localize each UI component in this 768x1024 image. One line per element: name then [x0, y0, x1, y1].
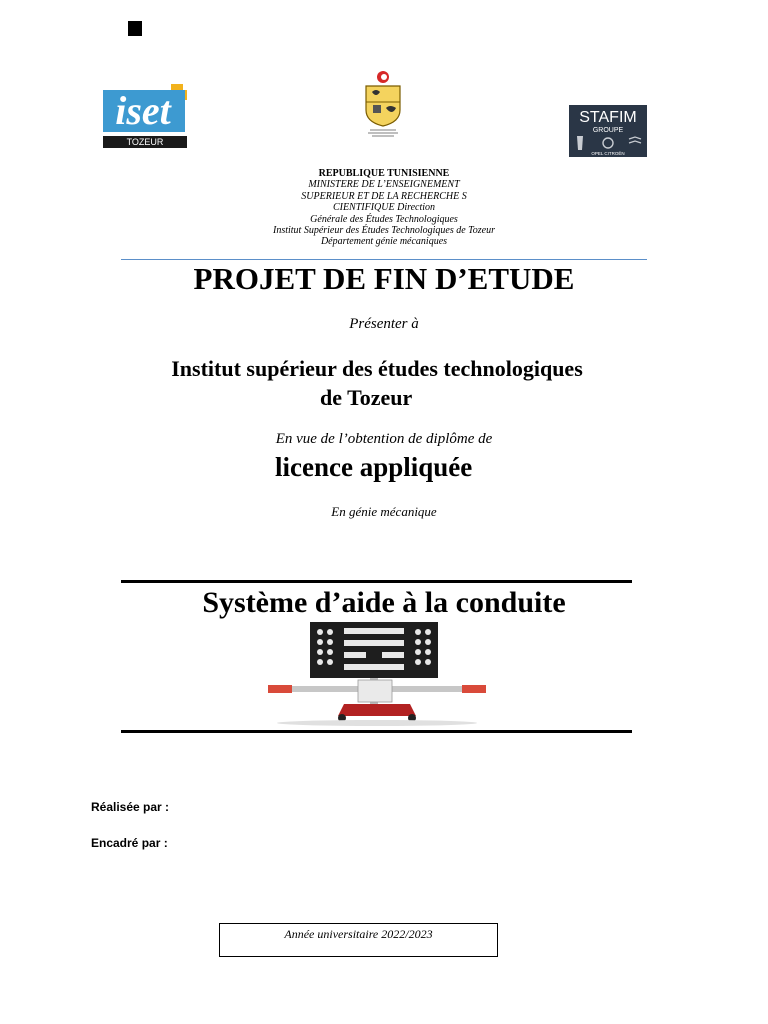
diploma-intro: En vue de l’obtention de diplôme de [275, 431, 493, 447]
header-departement: Département génie mécaniques [320, 236, 448, 248]
diploma-name: licence appliquée [275, 452, 473, 482]
encadre-par-label: Encadré par : [91, 836, 168, 850]
iset-logo-city: TOZEUR [126, 137, 164, 147]
iset-logo-text: iset [115, 88, 171, 133]
stafim-logo-name: STAFIM [579, 109, 637, 126]
header-scientifique: CIENTIFIQUE Direction [332, 202, 436, 214]
realisee-par-label: Réalisée par : [91, 800, 170, 814]
header-republique: REPUBLIQUE TUNISIENNE [318, 168, 450, 179]
project-title-bottom-rule [121, 730, 632, 733]
header-ministere: MINISTERE DE L’ENSEIGNEMENT [308, 179, 460, 191]
bullet-square [128, 21, 142, 36]
header-direction-generale: Générale des Études Technologiques [310, 213, 458, 225]
project-title-top-rule [121, 580, 632, 583]
academic-year: Année universitaire 2022/2023 [284, 927, 433, 941]
stafim-logo-group: GROUPE [592, 127, 624, 134]
tunisia-coat-of-arms-icon [360, 70, 406, 138]
header-divider [121, 259, 647, 260]
stafim-logo-brands: OPEL CITROËN [591, 151, 625, 156]
speciality: En génie mécanique [331, 504, 437, 519]
iset-tozeur-logo [103, 84, 187, 148]
adas-calibration-stand-image [266, 620, 488, 726]
presenter-text: Présenter à [349, 316, 419, 332]
document-title: PROJET DE FIN D’ETUDE [193, 261, 575, 296]
institution-name-line1: Institut supérieur des études technologiques [171, 356, 583, 381]
header-institut: Institut Supérieur des Études Technologiques de Tozeur [272, 225, 496, 237]
project-title: Système d’aide à la conduite [202, 586, 566, 619]
stafim-groupe-logo [569, 105, 647, 157]
institution-header [0, 168, 768, 248]
header-superieur: SUPERIEUR ET DE LA RECHERCHE S [301, 190, 467, 202]
institution-name-line2: de Tozeur [320, 385, 413, 410]
